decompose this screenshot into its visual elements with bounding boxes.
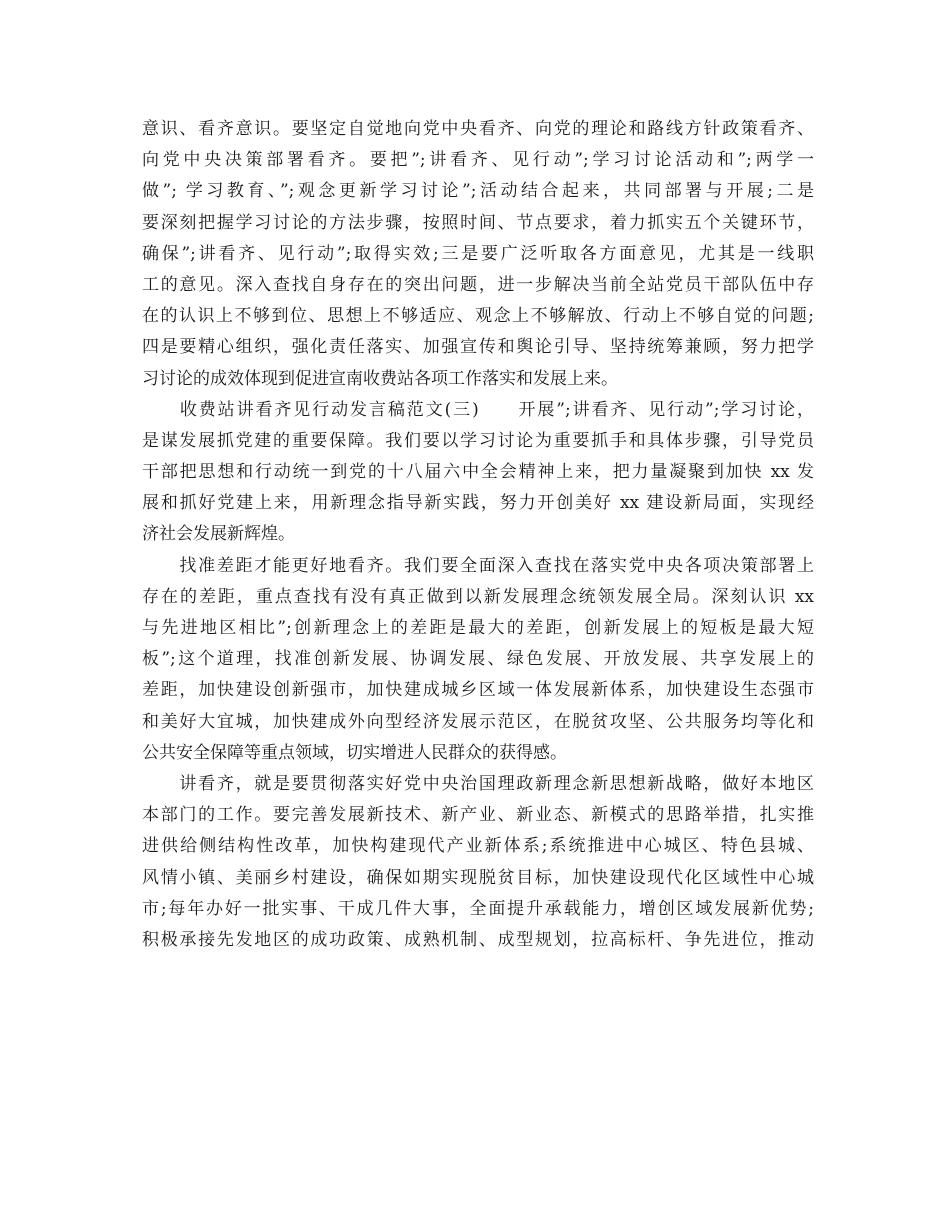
text-line: 确保”;讲看齐、见行动”;取得实效;三是要广泛听取各方面意见，尤其是一线职 xyxy=(142,243,814,264)
text-line: 四是要精心组织，强化责任落实、加强宣传和舆论引导、坚持统筹兼顾，努力把学 xyxy=(142,337,814,358)
text-line: 习讨论的成效体现到促进宣南收费站各项工作落实和发展上来。 xyxy=(142,368,618,389)
text-line: 进供给侧结构性改革，加快构建现代产业新体系;系统推进中心城区、特色县城、 xyxy=(142,836,814,857)
text-line: 市;每年办好一批实事、干成几件大事，全面提升承载能力，增创区域发展新优势; xyxy=(142,898,814,919)
text-line: 和美好大宜城，加快建成外向型经济发展示范区，在脱贫攻坚、公共服务均等化和 xyxy=(142,711,814,732)
text-line: 差距，加快建设创新强市，加快建成城乡区域一体发展新体系，加快建设生态强市 xyxy=(142,680,814,701)
text-line: 收费站讲看齐见行动发言稿范文(三) 开展”;讲看齐、见行动”;学习讨论， xyxy=(142,399,814,420)
document-body xyxy=(142,114,814,956)
text-line: 板”;这个道理，找准创新发展、协调发展、绿色发展、开放发展、共享发展上的 xyxy=(142,649,814,670)
text-line: 积极承接先发地区的成功政策、成熟机制、成型规划，拉高标杆、争先进位，推动 xyxy=(142,929,814,950)
text-line: 与先进地区相比”;创新理念上的差距是最大的差距，创新发展上的短板是最大短 xyxy=(142,618,814,638)
text-line: 存在的差距，重点查找有没有真正做到以新发展理念统领发展全局。深刻认识 xx xyxy=(142,586,814,607)
text-line: 向党中央决策部署看齐。要把”;讲看齐、见行动”;学习讨论活动和”;两学一 xyxy=(142,150,814,171)
text-line: 在的认识上不够到位、思想上不够适应、观念上不够解放、行动上不够自觉的问题; xyxy=(142,306,814,327)
text-line: 济社会发展新辉煌。 xyxy=(142,524,295,545)
text-line: 公共安全保障等重点领域，切实增进人民群众的获得感。 xyxy=(142,742,567,763)
text-line: 本部门的工作。要完善发展新技术、新产业、新业态、新模式的思路举措，扎实推 xyxy=(142,805,814,826)
text-line: 要深刻把握学习讨论的方法步骤，按照时间、节点要求，着力抓实五个关键环节， xyxy=(142,212,814,233)
text-line: 讲看齐，就是要贯彻落实好党中央治国理政新理念新思想新战略，做好本地区 xyxy=(142,773,814,794)
text-line: 工的意见。深入查找自身存在的突出问题，进一步解决当前全站党员干部队伍中存 xyxy=(142,274,814,295)
text-line: 找准差距才能更好地看齐。我们要全面深入查找在落实党中央各项决策部署上 xyxy=(142,555,814,576)
text-line: 展和抓好党建上来，用新理念指导新实践，努力开创美好 xx 建设新局面，实现经 xyxy=(142,493,814,514)
text-line: 干部把思想和行动统一到党的十八届六中全会精神上来，把力量凝聚到加快 xx 发 xyxy=(142,462,814,483)
text-line: 做”; 学习教育、”;观念更新学习讨论”;活动结合起来，共同部署与开展;二是 xyxy=(142,181,814,202)
text-line: 意识、看齐意识。要坚定自觉地向党中央看齐、向党的理论和路线方针政策看齐、 xyxy=(142,119,814,139)
text-line: 是谋发展抓党建的重要保障。我们要以学习讨论为重要抓手和具体步骤，引导党员 xyxy=(142,430,814,451)
text-line: 风情小镇、美丽乡村建设，确保如期实现脱贫目标，加快建设现代化区域性中心城 xyxy=(142,867,814,888)
